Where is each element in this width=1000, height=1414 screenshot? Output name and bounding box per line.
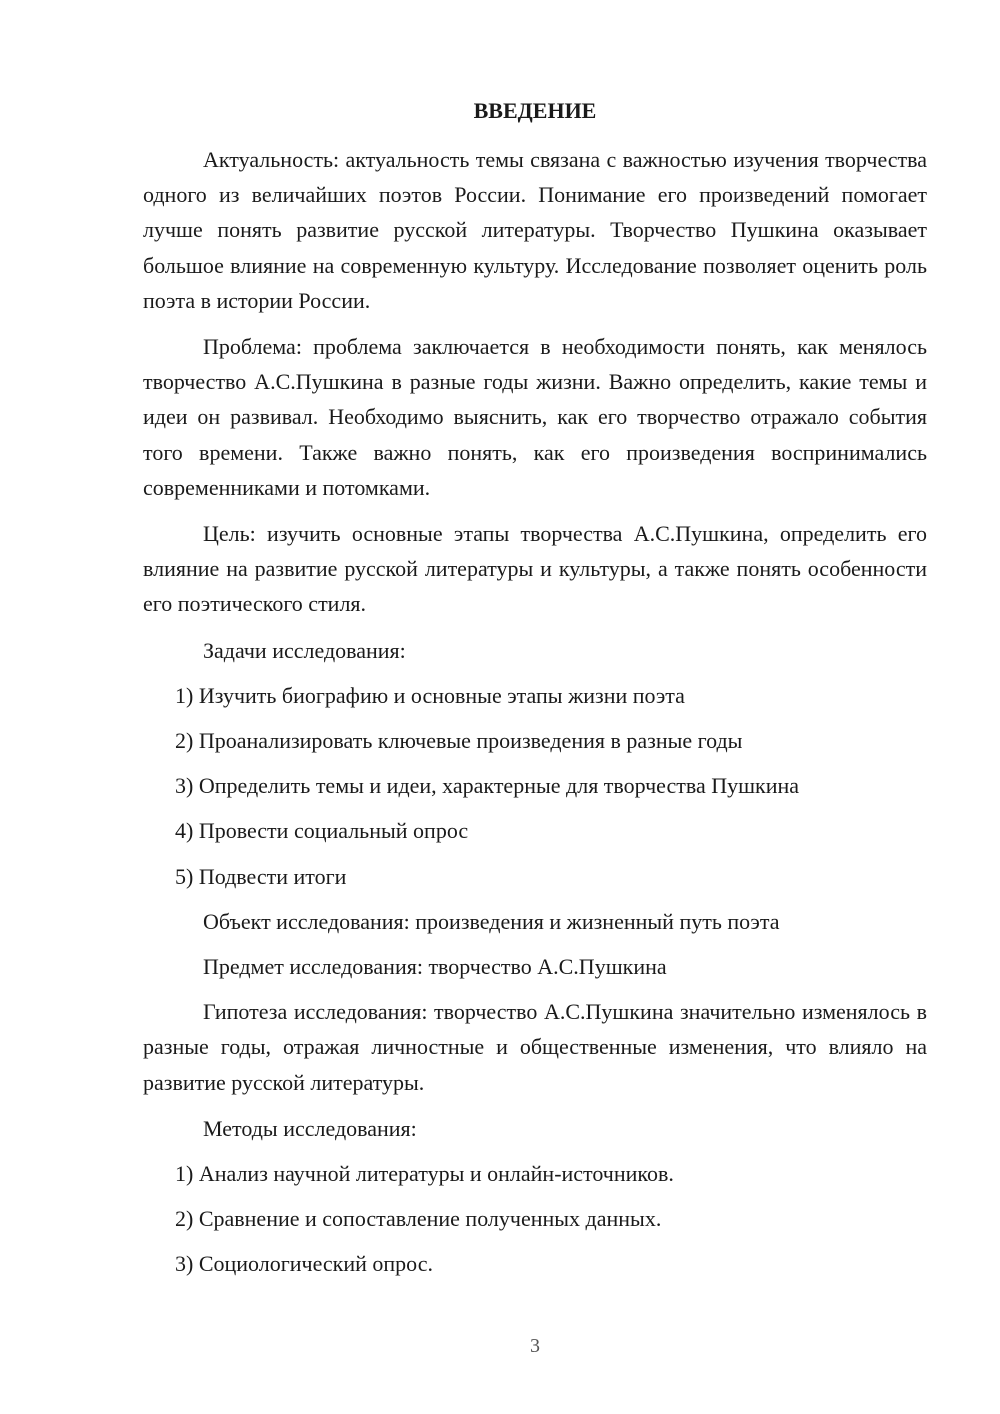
page-number: 3 [530, 1335, 540, 1357]
subject-paragraph: Предмет исследования: творчество А.С.Пушкина [203, 954, 667, 980]
method-item-1: 1) Анализ научной литературы и онлайн-источников. [175, 1161, 674, 1187]
task-item-1: 1) Изучить биографию и основные этапы жизни поэта [175, 682, 685, 708]
relevance-paragraph: Актуальность: актуальность темы связана с важностью изучения творчества одного из величайших поэтов России. Понимание его произведений помогает лучше понять развитие русской литературы. Творчество Пушкина оказывает большое влияние на современную культуру. Исследование позволяет оценить роль поэта в истории России. [143, 147, 927, 313]
tasks-title: Задачи исследования: [203, 637, 406, 663]
object-paragraph: Объект исследования: произведения и жизненный путь поэта [203, 908, 780, 934]
task-item-5: 5) Подвести итоги [175, 863, 347, 889]
method-item-3: 3) Социологический опрос. [175, 1251, 433, 1277]
tasks-list [143, 678, 927, 894]
method-item-2: 2) Сравнение и сопоставление полученных данных. [175, 1206, 662, 1232]
methods-list [143, 1156, 927, 1282]
methods-title: Методы исследования: [203, 1115, 417, 1141]
task-item-3: 3) Определить темы и идеи, характерные для творчества Пушкина [175, 773, 800, 799]
section-heading: ВВЕДЕНИЕ [473, 98, 597, 123]
document-body [143, 142, 927, 1292]
problem-paragraph: Проблема: проблема заключается в необходимости понять, как менялось творчество А.С.Пушкина в разные годы жизни. Важно определить, какие темы и идеи он развивал. Необходимо выяснить, как его творчество отражало события того времени. Также важно понять, как его произведения воспринимались современниками и потомками. [143, 334, 927, 500]
hypothesis-paragraph: Гипотеза исследования: творчество А.С.Пушкина значительно изменялось в разные годы, отражая личностные и общественные изменения, что влияло на развитие русской литературы. [143, 999, 927, 1095]
task-item-4: 4) Провести социальный опрос [175, 818, 469, 844]
goal-paragraph: Цель: изучить основные этапы творчества А.С.Пушкина, определить его влияние на развитие русской литературы и культуры, а также понять особенности его поэтического стиля. [143, 521, 927, 617]
task-item-2: 2) Проанализировать ключевые произведения в разные годы [175, 728, 743, 754]
